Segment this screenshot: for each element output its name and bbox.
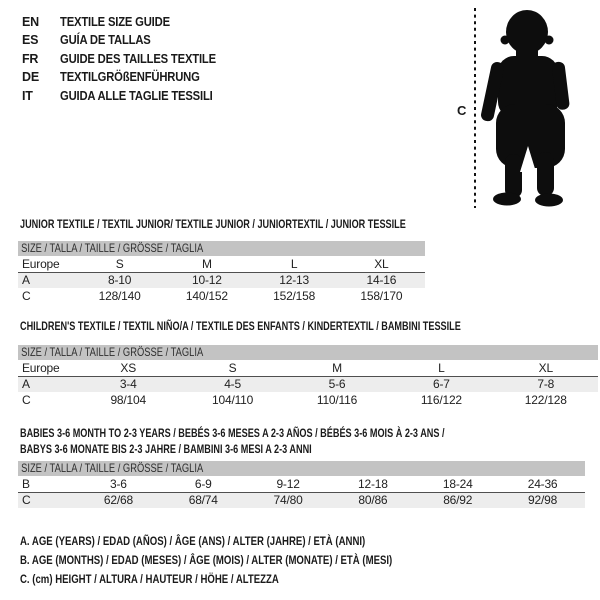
size-cell: 74/80 [246,493,331,509]
legend-line-a: A. AGE (YEARS) / EDAD (AÑOS) / ÂGE (ANS) / ALTER (JAHRE) / ETÀ (ANNI) [20,534,366,548]
table-row [18,493,585,509]
section-title-line: BABYS 3-6 MONATE BIS 2-3 JAHRE / BAMBINI 3-6 MESI A 2-3 ANNI [20,441,312,456]
measurement-legend [20,532,485,589]
row-label: B [18,476,76,493]
size-cell: 98/104 [110,392,146,407]
size-cell: 86/92 [415,493,500,509]
size-cell: 122/128 [524,392,567,407]
section-title-line: BABIES 3-6 MONTH TO 2-3 YEARS / BEBÉS 3-6 MESES A 2-3 AÑOS / BÉBÉS 3-6 MOIS À 2-3 ANS / [20,426,445,440]
size-cell: 62/68 [76,493,161,509]
size-cell: 4-5 [180,377,284,393]
language-row [22,68,233,86]
size-cell: L [251,256,338,273]
size-cell: L [389,360,493,377]
size-header-bar [18,241,425,256]
row-label: A [18,273,76,289]
language-list [22,13,233,105]
size-header-text: SIZE / TALLA / TAILLE / GRÖSSE / TAGLIA [21,345,204,359]
size-cell: 158/170 [360,288,403,303]
size-cell: XL [338,256,425,273]
language-label: GUIDA ALLE TAGLIE TESSILI [60,88,213,103]
size-cell: 12-13 [251,273,338,289]
size-cell: 80/86 [330,493,415,509]
size-cell: 5-6 [285,377,389,393]
size-cell: 116/122 [420,392,462,407]
language-code: IT [22,88,33,103]
size-cell: 12-18 [330,476,415,493]
row-label: Europe [18,256,76,273]
baby-figure [452,0,600,215]
language-code: EN [22,15,39,29]
size-cell: 6-9 [161,476,246,493]
language-row [22,13,233,31]
size-cell: XS [76,360,180,377]
size-cell: M [163,256,250,273]
size-cell: XL [494,360,598,377]
size-cell: M [285,360,389,377]
toddler-silhouette-shape [480,10,570,207]
baby-silhouette-icon [452,0,600,215]
row-label: Europe [18,360,76,377]
table-row [18,392,598,408]
table-row [18,360,598,377]
language-label: TEXTILGRÖßENFÜHRUNG [60,70,200,85]
size-cell: 24-36 [500,476,585,493]
size-cell: S [180,360,284,377]
size-cell: 152/158 [273,288,316,303]
children-table [18,360,598,408]
row-label: C [18,493,76,509]
size-cell: 6-7 [389,377,493,393]
language-label: GUÍA DE TALLAS [60,33,151,48]
legend-line-c: C. (cm) HEIGHT / ALTURA / HAUTEUR / HÖHE / ALTEZZA [20,572,279,586]
table-row [18,273,425,289]
babies-table [18,476,585,508]
language-row [22,87,233,105]
height-label: C [457,103,467,118]
row-label: C [22,288,31,303]
size-cell: 104/110 [212,392,254,407]
junior-size-table [18,241,425,304]
babies-size-table [18,461,585,508]
size-cell: 7-8 [494,377,598,393]
table-row [18,377,598,393]
size-cell: 9-12 [246,476,331,493]
size-cell: 68/74 [161,493,246,509]
section-title-babies [20,426,461,457]
size-cell: 3-4 [76,377,180,393]
size-cell: 8-10 [76,273,163,289]
legend-line-b: B. AGE (MONTHS) / EDAD (MESES) / ÂGE (MOIS) / ALTER (MONATE) / ETÀ (MESI) [20,553,393,567]
size-header-bar [18,345,598,360]
language-code: FR [22,51,39,66]
size-header-bar [18,461,585,476]
size-cell: 140/152 [185,288,228,303]
language-row [22,50,233,68]
language-label: TEXTILE SIZE GUIDE [60,15,170,29]
size-cell: 14-16 [338,273,425,289]
section-title-children: CHILDREN'S TEXTILE / TEXTIL NIÑO/A / TEXTILE DES ENFANTS / KINDERTEXTIL / BAMBINI TESSILE [20,319,461,333]
children-size-table [18,345,598,408]
junior-table [18,256,425,304]
size-cell: S [76,256,163,273]
language-code: DE [22,70,39,85]
table-row [18,288,425,304]
table-row [18,476,585,493]
language-label: GUIDE DES TAILLES TEXTILE [60,51,216,66]
size-cell: 92/98 [500,493,585,509]
size-cell: 10-12 [163,273,250,289]
row-label: C [22,392,31,407]
language-code: ES [22,33,39,48]
table-row [18,256,425,273]
size-header-text: SIZE / TALLA / TAILLE / GRÖSSE / TAGLIA [21,241,204,255]
language-row [22,31,233,49]
size-cell: 110/116 [316,392,358,407]
size-cell: 128/140 [98,288,141,303]
section-title-junior: JUNIOR TEXTILE / TEXTIL JUNIOR/ TEXTILE JUNIOR / JUNIORTEXTIL / JUNIOR TESSILE [20,217,406,231]
size-cell: 18-24 [415,476,500,493]
size-header-text: SIZE / TALLA / TAILLE / GRÖSSE / TAGLIA [21,461,204,475]
size-cell: 3-6 [76,476,161,493]
row-label: A [18,377,76,393]
